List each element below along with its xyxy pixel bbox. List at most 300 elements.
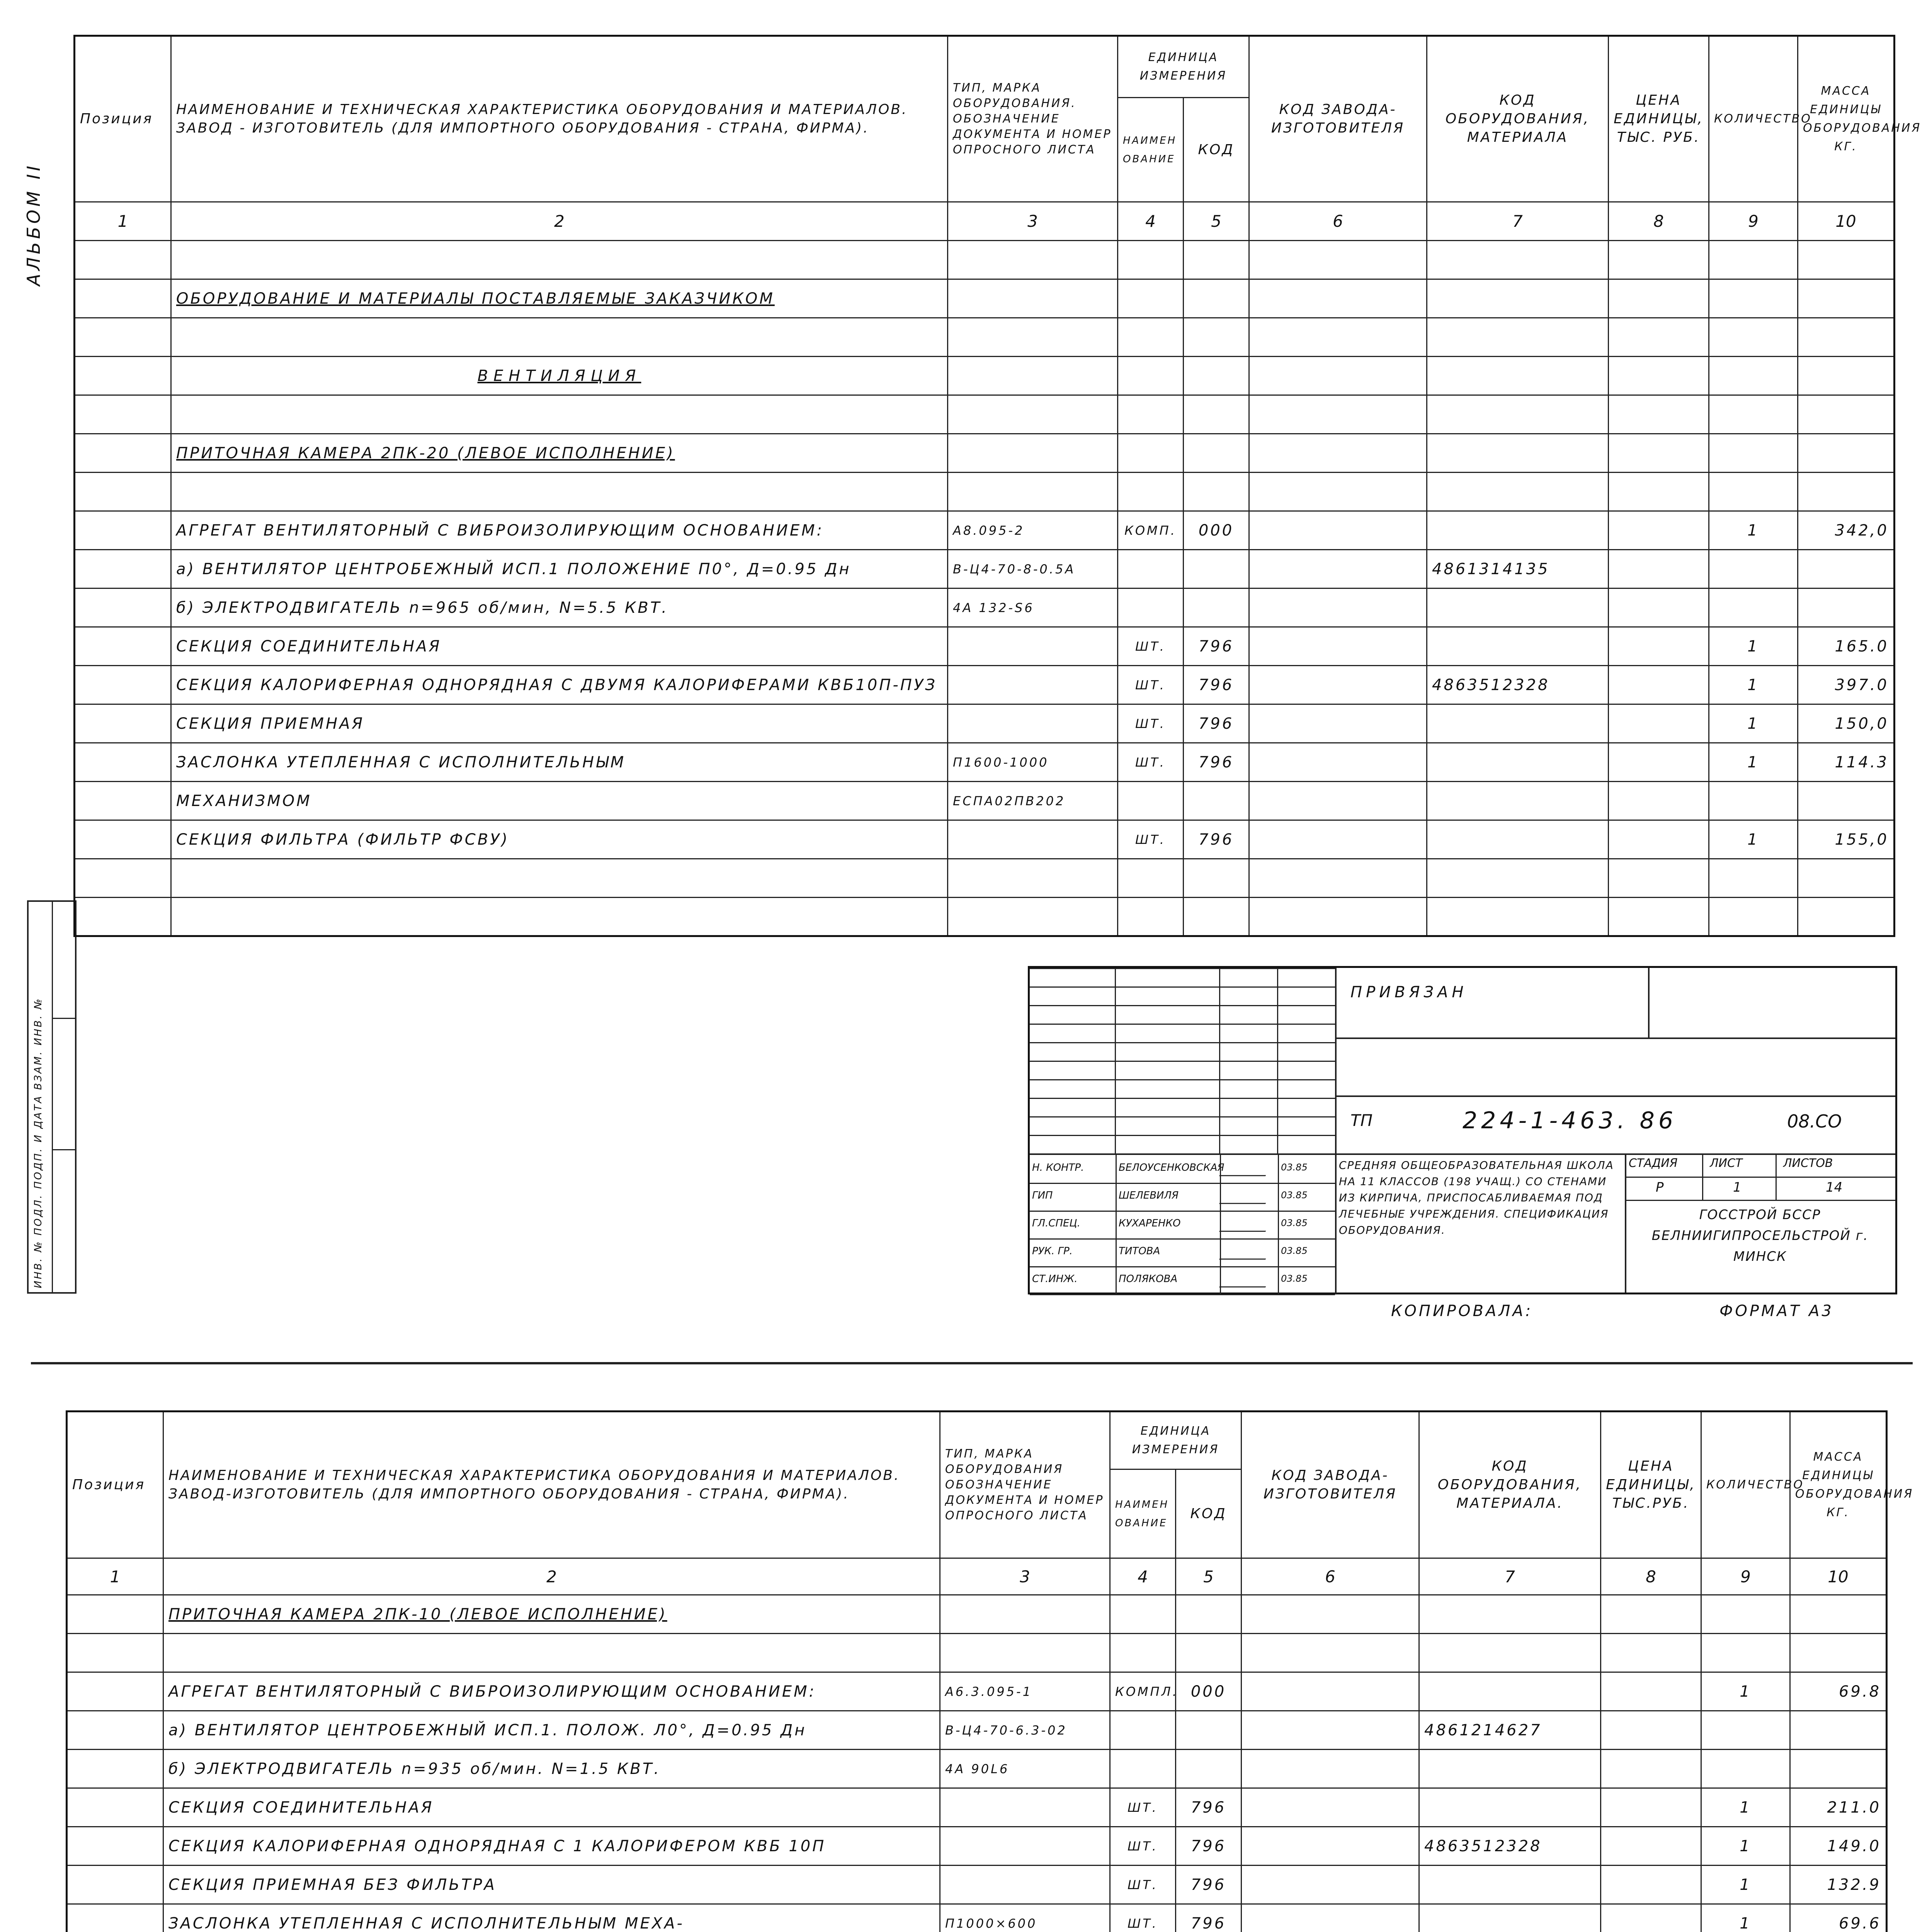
cell-plant-code [1249,782,1427,820]
cell-qty: 1 [1709,511,1798,550]
header-position-2: Позиция [67,1412,163,1558]
cell-unit-name [1118,588,1184,627]
header-unit-name: НАИМЕНОВАНИЕ [1118,98,1184,202]
cell-qty: 1 [1701,1788,1790,1827]
cell-equip-code [1427,743,1609,782]
cell-type [948,666,1118,704]
cell-unit-code: 796 [1176,1827,1242,1866]
cell-type [948,241,1118,279]
cell-position [67,1788,163,1827]
signer-name: ШЕЛЕВИЛЯ [1119,1190,1179,1201]
cell-unit-name [1118,434,1184,473]
cell-unit-code [1184,588,1249,627]
cell-type: В-Ц4-70-8-0.5А [948,550,1118,588]
cell-qty [1709,395,1798,434]
cell-equip-code [1427,511,1609,550]
header-equip-code-2: КОД ОБОРУДОВАНИЯ, МАТЕРИАЛА. [1419,1412,1601,1558]
cell-mass: 342,0 [1798,511,1895,550]
cell-unit-name [1118,473,1184,511]
cell-plant-code [1249,473,1427,511]
cell-type [948,898,1118,936]
cell-price [1601,1827,1701,1866]
cell-type [940,1634,1110,1672]
table-row [75,666,1895,704]
cell-qty [1701,1634,1790,1672]
cell-position [75,859,171,898]
cell-type [948,859,1118,898]
cell-mass [1798,318,1895,357]
cell-type [940,1595,1110,1634]
cell-qty [1709,241,1798,279]
cell-mass: 150,0 [1798,704,1895,743]
cell-qty: 1 [1709,704,1798,743]
cell-price [1609,473,1709,511]
cell-qty: 1 [1701,1904,1790,1932]
cell-mass [1798,898,1895,936]
table-row [67,1595,1887,1634]
column-number: 8 [1601,1558,1701,1595]
cell-qty [1709,279,1798,318]
cell-mass [1798,782,1895,820]
cell-name: СЕКЦИЯ КАЛОРИФЕРНАЯ ОДНОРЯДНАЯ С ДВУМЯ КАЛОРИФЕРАМИ КВБ10П-ПУЗ [171,666,948,704]
table-row [67,1866,1887,1904]
signature-mark [1219,1243,1273,1260]
cell-unit-name: ШТ. [1118,666,1184,704]
bound-label-1: ПРИВЯЗАН [1350,983,1468,1001]
cell-equip-code [1427,859,1609,898]
cell-equip-code [1419,1672,1601,1711]
cell-name [171,395,948,434]
table-row [75,473,1895,511]
cell-unit-code: 796 [1184,743,1249,782]
column-numbers-row-2 [67,1558,1887,1595]
cell-unit-name [1118,550,1184,588]
cell-qty [1709,588,1798,627]
table-row [75,318,1895,357]
cell-unit-code [1184,859,1249,898]
cell-qty: 1 [1701,1827,1790,1866]
cell-unit-code: 796 [1184,627,1249,666]
table-row [75,859,1895,898]
column-number: 8 [1609,202,1709,241]
cell-position [75,820,171,859]
cell-mass: 397.0 [1798,666,1895,704]
column-number: 7 [1419,1558,1601,1595]
cell-mass [1798,434,1895,473]
header-type: ТИП, МАРКА ОБОРУДОВАНИЯ. ОБОЗНАЧЕНИЕ ДОКУМЕНТА И НОМЕР ОПРОСНОГО ЛИСТА [948,36,1118,202]
cell-plant-code [1249,434,1427,473]
table-row [67,1788,1887,1827]
cell-price [1609,241,1709,279]
cell-plant-code [1249,357,1427,395]
cell-plant-code [1249,704,1427,743]
header-unit-code: КОД [1184,98,1249,202]
signer-date: 03.85 [1281,1273,1308,1284]
cell-qty [1709,318,1798,357]
cell-unit-name [1110,1634,1176,1672]
cell-price [1609,550,1709,588]
cell-unit-name: КОМП. [1118,511,1184,550]
cell-qty: 1 [1709,666,1798,704]
cell-unit-name [1110,1711,1176,1750]
cell-mass: 69.8 [1790,1672,1887,1711]
header-equip-code: КОД ОБОРУДОВАНИЯ, МАТЕРИАЛА [1427,36,1609,202]
cell-position [67,1750,163,1788]
cell-type: 4А 90L6 [940,1750,1110,1788]
cell-type: В-Ц4-70-6.3-02 [940,1711,1110,1750]
cell-equip-code [1427,473,1609,511]
cell-qty: 1 [1709,743,1798,782]
cell-mass [1790,1634,1887,1672]
cell-unit-code: 796 [1184,666,1249,704]
cell-mass: 149.0 [1790,1827,1887,1866]
table-row [67,1672,1887,1711]
cell-unit-code [1184,434,1249,473]
cell-price [1609,782,1709,820]
cell-name: СЕКЦИЯ СОЕДИНИТЕЛЬНАЯ [171,627,948,666]
signer-row [1030,1155,1335,1184]
cell-equip-code [1427,395,1609,434]
cell-unit-code: 796 [1184,704,1249,743]
cell-name: ПРИТОЧНАЯ КАМЕРА 2ПК-20 (ЛЕВОЕ ИСПОЛНЕНИЕ) [171,434,948,473]
header-qty: КОЛИЧЕСТВО [1709,36,1798,202]
cell-unit-code [1176,1595,1242,1634]
cell-plant-code [1242,1827,1419,1866]
table-row [75,588,1895,627]
left-binding-strip [27,900,77,1294]
cell-position [75,511,171,550]
cell-mass: 69.6 [1790,1904,1887,1932]
cell-equip-code [1419,1866,1601,1904]
cell-position [75,550,171,588]
cell-price [1609,627,1709,666]
cell-price [1601,1711,1701,1750]
header-price-2: ЦЕНА ЕДИНИЦЫ, ТЫС.РУБ. [1601,1412,1701,1558]
cell-type [940,1866,1110,1904]
cell-type [940,1827,1110,1866]
table-row [75,743,1895,782]
signer-name: ПОЛЯКОВА [1119,1273,1178,1285]
cell-name: ПРИТОЧНАЯ КАМЕРА 2ПК-10 (ЛЕВОЕ ИСПОЛНЕНИЕ) [163,1595,940,1634]
signature-mark [1219,1271,1273,1287]
cell-plant-code [1249,395,1427,434]
signer-date: 03.85 [1281,1218,1308,1228]
column-number: 1 [75,202,171,241]
signer-row [1030,1183,1335,1212]
cell-plant-code [1249,511,1427,550]
column-number: 10 [1798,202,1895,241]
cell-mass [1798,859,1895,898]
signer-date: 03.85 [1281,1245,1308,1256]
column-number: 6 [1249,202,1427,241]
cell-equip-code [1427,357,1609,395]
cell-qty [1709,550,1798,588]
cell-qty [1709,898,1798,936]
cell-name: ЗАСЛОНКА УТЕПЛЕННАЯ С ИСПОЛНИТЕЛЬНЫМ МЕХА- [163,1904,940,1932]
cell-unit-name: ШТ. [1118,820,1184,859]
cell-equip-code [1427,627,1609,666]
signature-mark [1219,1160,1273,1176]
cell-unit-code: 796 [1176,1788,1242,1827]
cell-mass [1798,395,1895,434]
cell-mass [1798,279,1895,318]
cell-type [948,704,1118,743]
table-row [75,820,1895,859]
cell-qty [1709,859,1798,898]
cell-position [67,1595,163,1634]
column-number: 3 [948,202,1118,241]
cell-plant-code [1242,1595,1419,1634]
cell-name: ВЕНТИЛЯЦИЯ [171,357,948,395]
cell-unit-code: 796 [1176,1866,1242,1904]
project-description: СРЕДНЯЯ ОБЩЕОБРАЗОВАТЕЛЬНАЯ ШКОЛА НА 11 КЛАССОВ (198 УЧАЩ.) СО СТЕНАМИ ИЗ КИРПИЧА, ПРИСПОСАБЛИВАЕМАЯ ПОД ЛЕЧЕБНЫЕ УЧРЕЖДЕНИЯ. СПЕЦИФИКАЦИЯ ОБОРУДОВАНИЯ. [1339,1159,1614,1236]
cell-position [75,395,171,434]
cell-plant-code [1249,627,1427,666]
cell-price [1609,434,1709,473]
cell-plant-code [1249,241,1427,279]
header-plant-code: КОД ЗАВОДА-ИЗГОТОВИТЕЛЯ [1249,36,1427,202]
cell-qty [1701,1750,1790,1788]
cell-equip-code: 4861214627 [1419,1711,1601,1750]
cell-price [1609,318,1709,357]
cell-qty: 1 [1709,627,1798,666]
signer-date: 03.85 [1281,1162,1308,1173]
cell-plant-code [1242,1634,1419,1672]
cell-position [75,473,171,511]
column-number: 2 [163,1558,940,1595]
cell-position [67,1711,163,1750]
cell-plant-code [1242,1788,1419,1827]
cell-name [171,241,948,279]
cell-position [75,357,171,395]
sheet-separator [31,1362,1913,1364]
cell-qty [1701,1595,1790,1634]
cell-name: б) ЭЛЕКТРОДВИГАТЕЛЬ n=965 об/мин, N=5.5 КВТ. [171,588,948,627]
cell-price [1609,898,1709,936]
cell-plant-code [1242,1711,1419,1750]
signer-role: ГИП [1032,1190,1053,1201]
cell-plant-code [1249,743,1427,782]
header-name-2: НАИМЕНОВАНИЕ И ТЕХНИЧЕСКАЯ ХАРАКТЕРИСТИКА ОБОРУДОВАНИЯ И МАТЕРИАЛОВ. ЗАВОД-ИЗГОТОВИТЕЛЬ (ДЛЯ ИМПОРТНОГО ОБОРУДОВАНИЯ - СТРАНА, ФИРМА). [163,1412,940,1558]
cell-price [1609,395,1709,434]
stage-value: Р [1656,1180,1664,1195]
cell-qty [1709,782,1798,820]
signer-name: ТИТОВА [1119,1245,1160,1257]
cell-plant-code [1242,1904,1419,1932]
sheets-value: 14 [1826,1180,1843,1195]
cell-position [67,1866,163,1904]
sheet-label-1: ЛИСТ [1710,1156,1743,1170]
cell-price [1609,279,1709,318]
cell-mass: 155,0 [1798,820,1895,859]
cell-name: а) ВЕНТИЛЯТОР ЦЕНТРОБЕЖНЫЙ ИСП.1 ПОЛОЖЕНИЕ П0°, Д=0.95 Дн [171,550,948,588]
cell-name: СЕКЦИЯ ПРИЕМНАЯ БЕЗ ФИЛЬТРА [163,1866,940,1904]
cell-unit-name [1110,1750,1176,1788]
signature-mark [1219,1215,1273,1232]
cell-type: А6.3.095-1 [940,1672,1110,1711]
cell-unit-code [1184,241,1249,279]
table-row [75,627,1895,666]
cell-name [163,1634,940,1672]
cell-unit-name [1118,241,1184,279]
table-row [75,511,1895,550]
cell-position [75,588,171,627]
cell-price [1609,666,1709,704]
cell-position [75,704,171,743]
cell-unit-name: ШТ. [1110,1788,1176,1827]
cell-position [75,743,171,782]
table-row [67,1750,1887,1788]
cell-name: ЗАСЛОНКА УТЕПЛЕННАЯ С ИСПОЛНИТЕЛЬНЫМ [171,743,948,782]
cell-position [75,898,171,936]
cell-price [1601,1866,1701,1904]
cell-plant-code [1242,1866,1419,1904]
table-row [75,898,1895,936]
copied-by-1: КОПИРОВАЛА: [1391,1302,1533,1320]
cell-qty [1709,473,1798,511]
doc-code-prefix-1: ТП [1350,1111,1373,1130]
signer-name: БЕЛОУСЕНКОВСКАЯ [1119,1162,1225,1173]
header-plant-code-2: КОД ЗАВОДА-ИЗГОТОВИТЕЛЯ [1242,1412,1419,1558]
cell-name: СЕКЦИЯ СОЕДИНИТЕЛЬНАЯ [163,1788,940,1827]
cell-name: СЕКЦИЯ КАЛОРИФЕРНАЯ ОДНОРЯДНАЯ С 1 КАЛОРИФЕРОМ КВБ 10П [163,1827,940,1866]
header-position: Позиция [75,36,171,202]
cell-unit-code [1176,1634,1242,1672]
spec-table-2 [66,1410,1914,1932]
column-number: 7 [1427,202,1609,241]
cell-name: ОБОРУДОВАНИЕ И МАТЕРИАЛЫ ПОСТАВЛЯЕМЫЕ ЗАКАЗЧИКОМ [171,279,948,318]
table-row [75,704,1895,743]
cell-price [1609,357,1709,395]
signer-row [1030,1238,1335,1267]
cell-mass: 165.0 [1798,627,1895,666]
cell-name [171,898,948,936]
cell-position [67,1827,163,1866]
cell-plant-code [1249,898,1427,936]
cell-equip-code: 4861314135 [1427,550,1609,588]
cell-equip-code: 4863512328 [1419,1827,1601,1866]
cell-position [75,666,171,704]
format-label-1: ФОРМАТ А3 [1719,1302,1834,1320]
cell-equip-code [1419,1904,1601,1932]
cell-type [948,627,1118,666]
cell-unit-name [1118,782,1184,820]
cell-type [948,820,1118,859]
cell-type: П1000×600 [940,1904,1110,1932]
cell-unit-code [1184,357,1249,395]
signer-role: Н. КОНТР. [1032,1162,1084,1173]
header-unit-2: ЕДИНИЦА ИЗМЕРЕНИЯ [1110,1412,1242,1469]
cell-unit-code [1184,473,1249,511]
signer-row [1030,1266,1335,1295]
cell-equip-code [1427,318,1609,357]
column-number: 9 [1701,1558,1790,1595]
cell-equip-code [1427,279,1609,318]
cell-position [75,279,171,318]
table-row [75,395,1895,434]
cell-mass: 114.3 [1798,743,1895,782]
cell-position [75,434,171,473]
stage-label: СТАДИЯ [1629,1156,1678,1170]
cell-type [940,1788,1110,1827]
cell-price [1609,820,1709,859]
cell-unit-name [1118,859,1184,898]
cell-mass [1790,1750,1887,1788]
cell-price [1601,1788,1701,1827]
cell-qty: 1 [1701,1866,1790,1904]
cell-unit-code [1176,1750,1242,1788]
cell-equip-code [1427,782,1609,820]
table-row [75,434,1895,473]
cell-unit-name: ШТ. [1110,1904,1176,1932]
cell-price [1609,859,1709,898]
cell-name [171,318,948,357]
table-row [75,357,1895,395]
cell-type [948,434,1118,473]
cell-position [67,1904,163,1932]
cell-type: 4А 132-S6 [948,588,1118,627]
cell-equip-code [1419,1750,1601,1788]
cell-price [1601,1904,1701,1932]
cell-unit-code: 000 [1176,1672,1242,1711]
cell-unit-name [1118,357,1184,395]
cell-qty [1709,434,1798,473]
cell-price [1609,704,1709,743]
cell-mass [1798,588,1895,627]
cell-unit-name: ШТ. [1118,704,1184,743]
table-row [67,1904,1887,1932]
column-number: 4 [1110,1558,1176,1595]
cell-plant-code [1249,666,1427,704]
cell-position [75,627,171,666]
cell-mass [1790,1595,1887,1634]
cell-type: ЕСПА02ПВ202 [948,782,1118,820]
header-qty-2: КОЛИЧЕСТВО [1701,1412,1790,1558]
cell-type [948,473,1118,511]
cell-type: А8.095-2 [948,511,1118,550]
cell-plant-code [1249,820,1427,859]
column-numbers-row [75,202,1895,241]
signer-name: КУХАРЕНКО [1119,1218,1181,1229]
column-number: 9 [1709,202,1798,241]
column-number: 5 [1176,1558,1242,1595]
cell-equip-code [1427,588,1609,627]
album-label: АЛЬБОМ II [23,163,44,286]
spec-table-1 [73,35,1922,937]
cell-position [75,318,171,357]
organization: ГОССТРОЙ БССР БЕЛНИИГИПРОСЕЛЬСТРОЙ г. МИНСК [1651,1207,1869,1264]
header-mass: МАССА ЕДИНИЦЫ ОБОРУДОВАНИЯ КГ. [1798,36,1895,202]
cell-position [75,241,171,279]
cell-mass [1798,473,1895,511]
column-number: 1 [67,1558,163,1595]
cell-plant-code [1249,318,1427,357]
cell-qty [1701,1711,1790,1750]
cell-mass: 132.9 [1790,1866,1887,1904]
column-number: 10 [1790,1558,1887,1595]
cell-unit-code: 796 [1176,1904,1242,1932]
cell-unit-code [1184,279,1249,318]
signer-role: СТ.ИНЖ. [1032,1273,1078,1285]
cell-unit-name [1110,1595,1176,1634]
column-number: 5 [1184,202,1249,241]
cell-unit-name [1118,395,1184,434]
cell-mass [1798,550,1895,588]
cell-name [171,473,948,511]
cell-name: МЕХАНИЗМОМ [171,782,948,820]
signer-role: РУК. ГР. [1032,1245,1073,1257]
doc-code-1: 224-1-463. 86 [1463,1107,1677,1134]
